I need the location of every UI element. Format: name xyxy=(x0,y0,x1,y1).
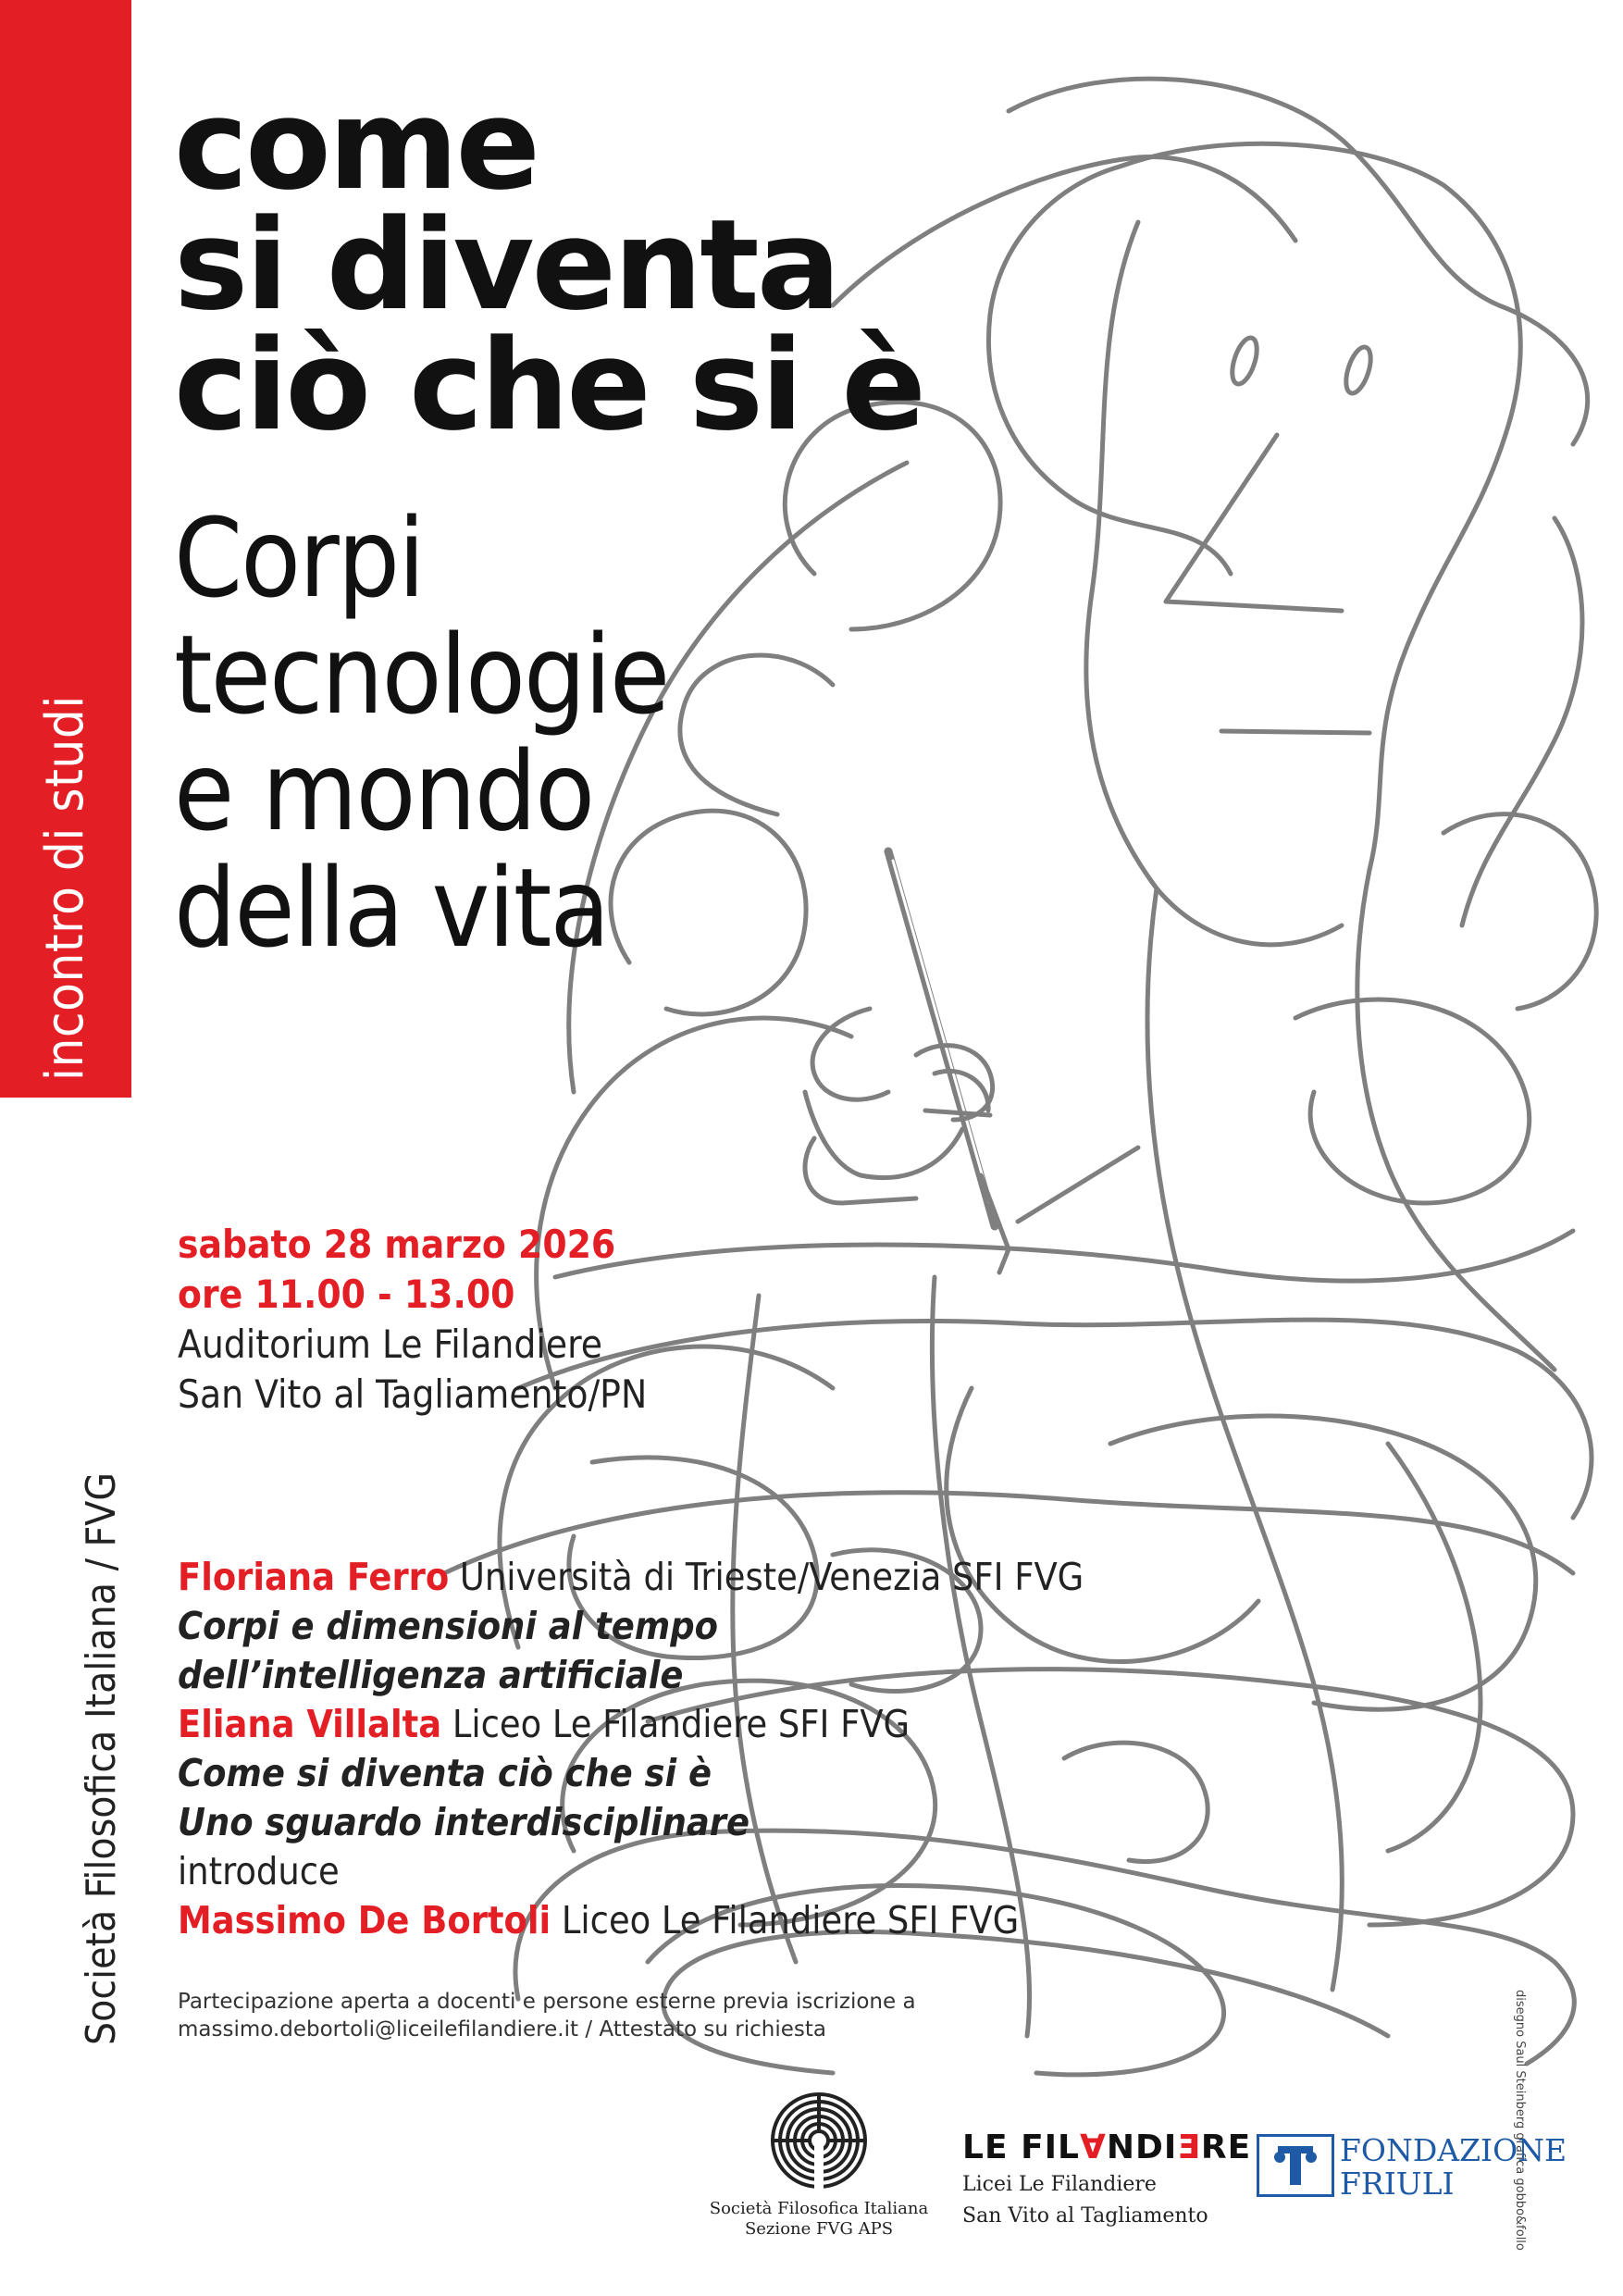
subtitle-line: tecnologie xyxy=(174,611,669,738)
talk-title: Come si diventa ciò che si è xyxy=(178,1751,712,1795)
introducer-label: introduce xyxy=(178,1849,340,1893)
talk-title: dell’intelligenza artificiale xyxy=(178,1653,684,1697)
title-line: si diventa xyxy=(174,192,838,338)
speaker-name: Floriana Ferro xyxy=(178,1555,450,1599)
speaker-name: Eliana Villalta xyxy=(178,1702,442,1746)
fondazione-name xyxy=(1340,2134,1567,2201)
wordmark-part: Ǝ xyxy=(1177,2128,1201,2166)
design-credit: disegno Saul Steinberg grafica gobbo&follo xyxy=(1513,1990,1527,2251)
talk-title: Corpi e dimensioni al tempo xyxy=(178,1604,718,1648)
side-organization-label: Società Filosofica Italiana / FVG xyxy=(78,1471,125,2045)
sfi-name: Società Filosofica Italiana xyxy=(709,2199,929,2218)
fondazione-line: FRIULI xyxy=(1340,2166,1455,2202)
subtitle-line: della vita xyxy=(174,844,609,972)
speakers xyxy=(178,1553,1084,1945)
sfi-logo xyxy=(703,2090,935,2240)
fondazione-line: FONDAZIONE xyxy=(1340,2132,1567,2168)
event-info xyxy=(178,1220,647,1420)
filandiere-wordmark xyxy=(962,2128,1251,2166)
event-venue: Auditorium Le Filandiere xyxy=(178,1322,602,1367)
filandiere-logo xyxy=(962,2128,1251,2229)
notice-line: Partecipazione aperta a docenti e persone esterne previa iscrizione a xyxy=(178,1990,916,2014)
event-time: ore 11.00 - 13.00 xyxy=(178,1272,515,1317)
participation-notice xyxy=(178,1988,916,2043)
speaker-line xyxy=(178,1553,1084,1602)
notice-line: massimo.debortoli@liceilefilandiere.it / Attestato su richiesta xyxy=(178,2017,826,2042)
column-icon xyxy=(1257,2134,1334,2197)
talk-title: Uno sguardo interdisciplinare xyxy=(178,1800,750,1844)
title-line: ciò che si è xyxy=(174,313,923,458)
wordmark-part: LE FIL xyxy=(962,2128,1080,2166)
speaker-affiliation: Università di Trieste/Venezia SFI FVG xyxy=(459,1555,1084,1599)
filandiere-line: Licei Le Filandiere xyxy=(962,2173,1157,2196)
speaker-line xyxy=(178,1700,1084,1749)
wordmark-part: NDI xyxy=(1106,2128,1178,2166)
introducer-name: Massimo De Bortoli xyxy=(178,1898,551,1942)
side-band-label: incontro di studi xyxy=(35,695,95,1081)
introducer-affiliation: Liceo Le Filandiere SFI FVG xyxy=(561,1898,1020,1942)
labyrinth-icon xyxy=(768,2090,870,2191)
event-place: San Vito al Tagliamento/PN xyxy=(178,1371,648,1417)
event-date: sabato 28 marzo 2026 xyxy=(178,1222,616,1267)
title-line: come xyxy=(174,72,538,217)
wordmark-part: RE xyxy=(1200,2128,1252,2166)
filandiere-line: San Vito al Tagliamento xyxy=(962,2204,1208,2228)
speaker-affiliation: Liceo Le Filandiere SFI FVG xyxy=(452,1702,911,1746)
introducer-line xyxy=(178,1896,1084,1945)
wordmark-part: ∀ xyxy=(1080,2128,1107,2166)
subtitle-line: e mondo xyxy=(174,727,594,855)
subtitle-line: Corpi xyxy=(174,494,424,622)
subtitle xyxy=(174,494,669,972)
title-bold xyxy=(174,72,923,458)
sfi-section: Sezione FVG APS xyxy=(744,2219,894,2239)
